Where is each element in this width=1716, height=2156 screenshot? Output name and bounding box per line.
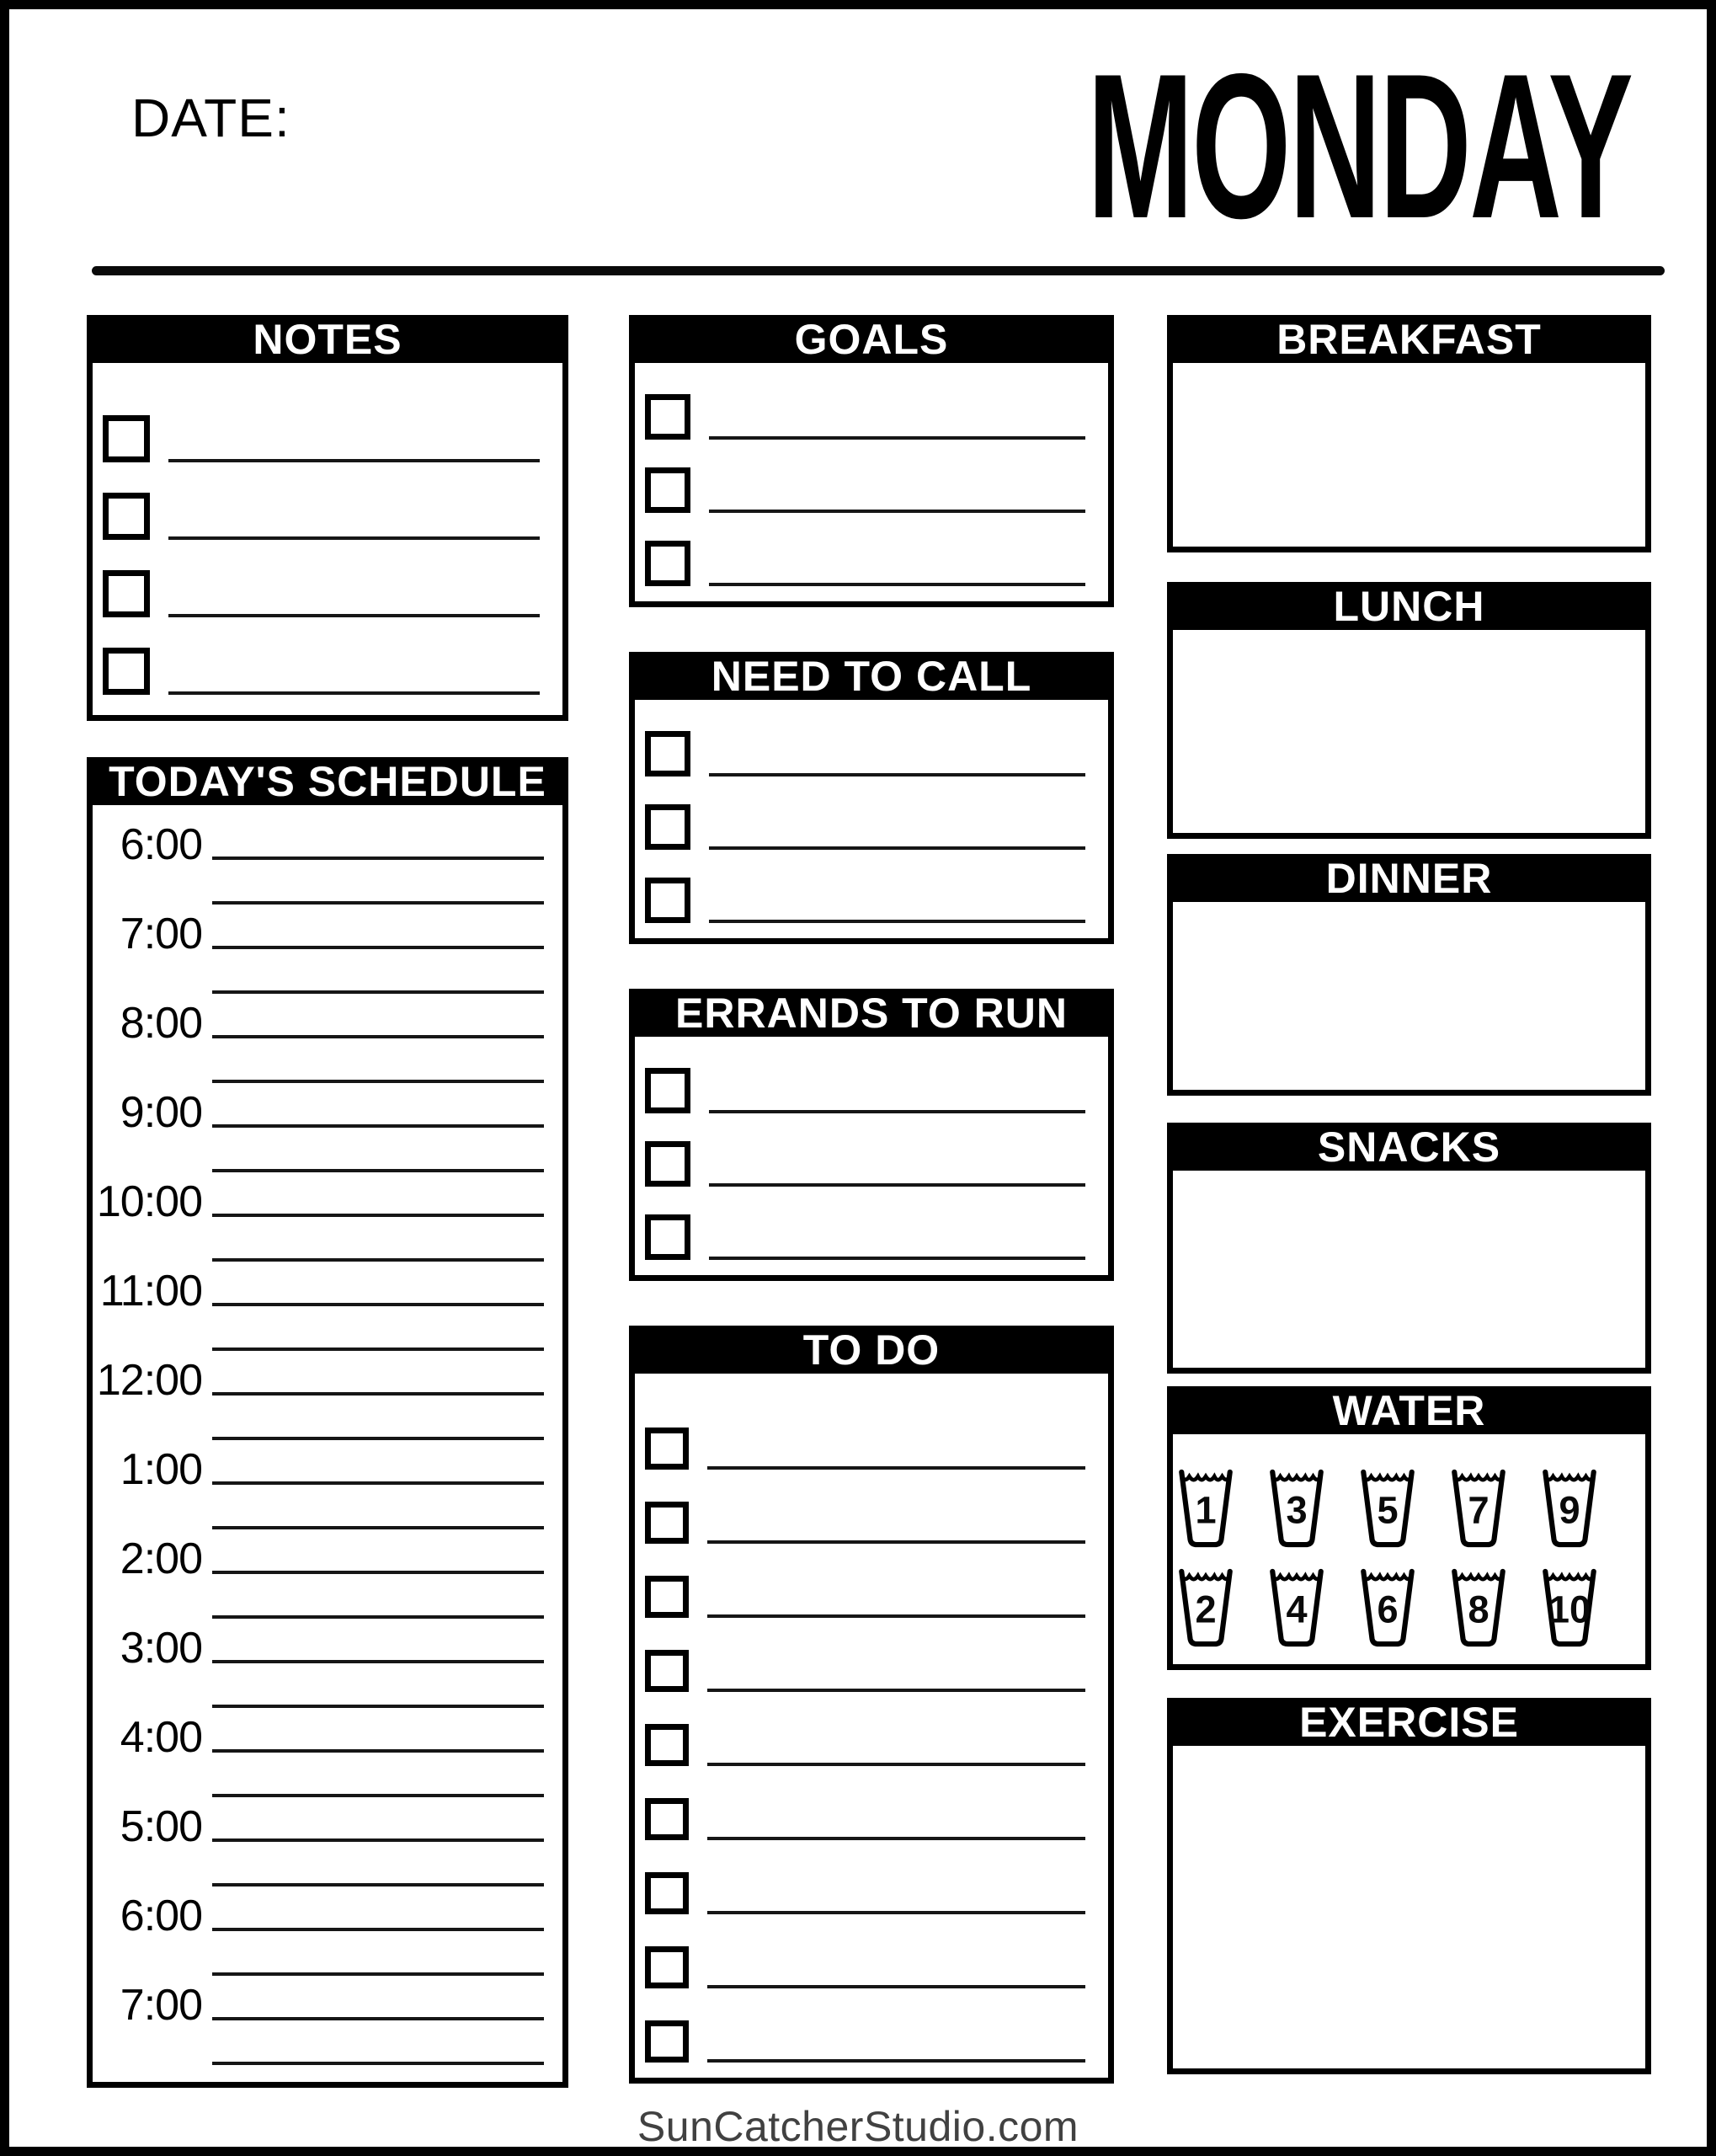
schedule-time-label: 2:00 (120, 1534, 202, 1583)
schedule-row (93, 1797, 562, 1851)
schedule-row (93, 1485, 562, 1529)
notes-body (87, 363, 568, 721)
schedule-body (87, 805, 568, 2088)
schedule-row (93, 1708, 562, 1762)
checkbox[interactable] (645, 1946, 689, 1988)
header-divider (92, 266, 1665, 275)
write-line[interactable] (707, 2059, 1085, 2063)
water-cup-icon (1264, 1566, 1330, 1649)
schedule-row (93, 1753, 562, 1797)
svg-text:4: 4 (1286, 1587, 1308, 1630)
schedule-time-label: 6:00 (120, 820, 202, 869)
goals-body (629, 363, 1114, 607)
checklist-row (635, 1544, 1108, 1618)
section-goals (629, 315, 1114, 607)
water-cup-icon (1173, 1566, 1239, 1649)
checklist-row (635, 1187, 1108, 1260)
water-header (1167, 1386, 1651, 1434)
checkbox[interactable] (645, 1428, 689, 1470)
schedule-row (93, 1886, 562, 1940)
checkbox[interactable] (103, 570, 150, 617)
schedule-row (93, 815, 562, 869)
schedule-row (93, 2020, 562, 2065)
checkbox[interactable] (103, 493, 150, 540)
water-cups-grid (1167, 1434, 1651, 1670)
write-line[interactable] (709, 583, 1085, 586)
todo-header (629, 1326, 1114, 1374)
water-cup[interactable] (1355, 1467, 1420, 1550)
schedule-time-label: 7:00 (120, 910, 202, 958)
checkbox[interactable] (645, 804, 690, 850)
write-line[interactable] (709, 920, 1085, 923)
exercise-header (1167, 1698, 1651, 1746)
checklist-row (93, 462, 562, 540)
svg-text:6: 6 (1377, 1587, 1399, 1630)
checkbox[interactable] (645, 1650, 689, 1692)
checkbox[interactable] (645, 1068, 690, 1113)
section-exercise (1167, 1698, 1651, 2074)
need-to-call-header (629, 652, 1114, 700)
water-cup[interactable] (1173, 1467, 1239, 1550)
water-cup-icon (1173, 1467, 1239, 1550)
section-water (1167, 1386, 1651, 1670)
checkbox[interactable] (645, 394, 690, 440)
water-cup[interactable] (1537, 1467, 1602, 1550)
schedule-row (93, 860, 562, 905)
water-cup-icon (1446, 1467, 1511, 1550)
checklist-row (635, 1470, 1108, 1544)
checklist-row (635, 776, 1108, 850)
svg-text:10: 10 (1548, 1587, 1591, 1630)
section-breakfast (1167, 315, 1651, 552)
dinner-title: DINNER (1325, 854, 1493, 902)
water-cup[interactable] (1537, 1566, 1602, 1649)
water-cup[interactable] (1446, 1566, 1511, 1649)
errands-title: ERRANDS TO RUN (675, 989, 1068, 1037)
checkbox[interactable] (645, 1141, 690, 1187)
checklist-row (635, 440, 1108, 513)
checkbox[interactable] (645, 1214, 690, 1260)
svg-text:1: 1 (1195, 1487, 1217, 1531)
schedule-time-label: 7:00 (120, 1981, 202, 2030)
section-errands (629, 989, 1114, 1281)
checkbox[interactable] (645, 1576, 689, 1618)
water-cup-icon (1446, 1566, 1511, 1649)
todo-body (629, 1374, 1114, 2084)
schedule-time-label: 10:00 (96, 1177, 202, 1226)
section-notes (87, 315, 568, 721)
todo-title: TO DO (802, 1326, 941, 1374)
checklist-row (635, 366, 1108, 440)
checkbox[interactable] (645, 1798, 689, 1840)
svg-text:5: 5 (1377, 1487, 1399, 1531)
checkbox[interactable] (645, 1502, 689, 1544)
day-title: MONDAY (1086, 30, 1631, 261)
schedule-row (93, 1083, 562, 1137)
water-cup[interactable] (1446, 1467, 1511, 1550)
water-cup[interactable] (1264, 1566, 1330, 1649)
svg-text:9: 9 (1559, 1487, 1580, 1531)
schedule-row (93, 1172, 562, 1226)
water-cup-icon (1537, 1467, 1602, 1550)
water-cup-icon (1355, 1566, 1420, 1649)
lunch-header (1167, 582, 1651, 630)
schedule-time-label: 4:00 (120, 1713, 202, 1762)
checkbox[interactable] (645, 878, 690, 923)
schedule-row (93, 905, 562, 958)
schedule-row (93, 1440, 562, 1494)
checkbox[interactable] (645, 467, 690, 513)
lunch-writing-area[interactable] (1167, 630, 1651, 839)
schedule-row (93, 1574, 562, 1619)
checkbox[interactable] (103, 648, 150, 695)
schedule-row (93, 1306, 562, 1351)
schedule-row (93, 1262, 562, 1315)
schedule-row (93, 994, 562, 1048)
schedule-write-line[interactable] (212, 2062, 544, 2065)
schedule-time-label: 1:00 (120, 1445, 202, 1494)
svg-text:2: 2 (1195, 1587, 1217, 1630)
checkbox[interactable] (645, 731, 690, 776)
section-lunch (1167, 582, 1651, 839)
water-cup[interactable] (1173, 1566, 1239, 1649)
water-cup-icon (1537, 1566, 1602, 1649)
schedule-row (93, 1619, 562, 1673)
notes-title: NOTES (253, 315, 402, 363)
svg-text:3: 3 (1286, 1487, 1308, 1531)
checklist-row (635, 1766, 1108, 1840)
checklist-row (635, 513, 1108, 586)
breakfast-title: BREAKFAST (1276, 315, 1542, 363)
dinner-header (1167, 854, 1651, 902)
svg-text:7: 7 (1468, 1487, 1490, 1531)
footer-credit: SunCatcherStudio.com (637, 2103, 1079, 2150)
water-title: WATER (1332, 1386, 1486, 1434)
schedule-time-label: 6:00 (120, 1892, 202, 1940)
water-cup[interactable] (1264, 1467, 1330, 1550)
date-label: DATE: (131, 88, 290, 148)
water-cup-icon (1264, 1467, 1330, 1550)
schedule-header (87, 757, 568, 805)
schedule-row (93, 1976, 562, 2030)
checkbox[interactable] (645, 2020, 689, 2063)
checklist-row (635, 1914, 1108, 1988)
breakfast-writing-area[interactable] (1167, 363, 1651, 552)
section-todo (629, 1326, 1114, 2084)
schedule-row (93, 1529, 562, 1583)
lunch-title: LUNCH (1333, 582, 1485, 630)
section-dinner (1167, 854, 1651, 1096)
schedule-row (93, 949, 562, 994)
water-cup[interactable] (1355, 1566, 1420, 1649)
schedule-time-label: 8:00 (120, 999, 202, 1048)
errands-header (629, 989, 1114, 1037)
snacks-header (1167, 1123, 1651, 1171)
schedule-time-label: 12:00 (96, 1356, 202, 1405)
schedule-row (93, 1351, 562, 1405)
schedule-row (93, 1128, 562, 1172)
schedule-title: TODAY'S SCHEDULE (109, 757, 546, 805)
checklist-row (635, 1396, 1108, 1470)
water-cup-icon (1355, 1467, 1420, 1550)
breakfast-header (1167, 315, 1651, 363)
schedule-row (93, 1931, 562, 1976)
exercise-writing-area[interactable] (1167, 1746, 1651, 2074)
checklist-row (93, 540, 562, 617)
schedule-time-label: 3:00 (120, 1624, 202, 1673)
checklist-row (93, 385, 562, 462)
checklist-row (93, 617, 562, 695)
schedule-row (93, 1396, 562, 1440)
schedule-row (93, 1217, 562, 1262)
section-snacks (1167, 1123, 1651, 1374)
schedule-row (93, 1663, 562, 1708)
checklist-row (635, 1840, 1108, 1914)
section-need-to-call (629, 652, 1114, 944)
dinner-writing-area[interactable] (1167, 902, 1651, 1096)
svg-text:8: 8 (1468, 1587, 1490, 1630)
schedule-time-label: 9:00 (120, 1088, 202, 1137)
schedule-time-label: 5:00 (120, 1802, 202, 1851)
write-line[interactable] (168, 691, 540, 695)
errands-body (629, 1037, 1114, 1281)
need-to-call-body (629, 700, 1114, 944)
checkbox[interactable] (645, 541, 690, 586)
exercise-title: EXERCISE (1299, 1698, 1519, 1746)
checkbox[interactable] (103, 415, 150, 462)
checkbox[interactable] (645, 1724, 689, 1766)
schedule-time-label: 11:00 (99, 1267, 202, 1315)
checkbox[interactable] (645, 1872, 689, 1914)
schedule-row (93, 1842, 562, 1886)
checklist-row (635, 1692, 1108, 1766)
checklist-row (635, 1113, 1108, 1187)
schedule-row (93, 1038, 562, 1083)
goals-header (629, 315, 1114, 363)
section-schedule (87, 757, 568, 2088)
checklist-row (635, 703, 1108, 776)
checklist-row (635, 1040, 1108, 1113)
goals-title: GOALS (794, 315, 949, 363)
notes-header (87, 315, 568, 363)
need-to-call-title: NEED TO CALL (711, 652, 1032, 700)
write-line[interactable] (709, 1257, 1085, 1260)
snacks-writing-area[interactable] (1167, 1171, 1651, 1374)
checklist-row (635, 850, 1108, 923)
checklist-row (635, 1988, 1108, 2063)
checklist-row (635, 1618, 1108, 1692)
snacks-title: SNACKS (1317, 1123, 1501, 1171)
